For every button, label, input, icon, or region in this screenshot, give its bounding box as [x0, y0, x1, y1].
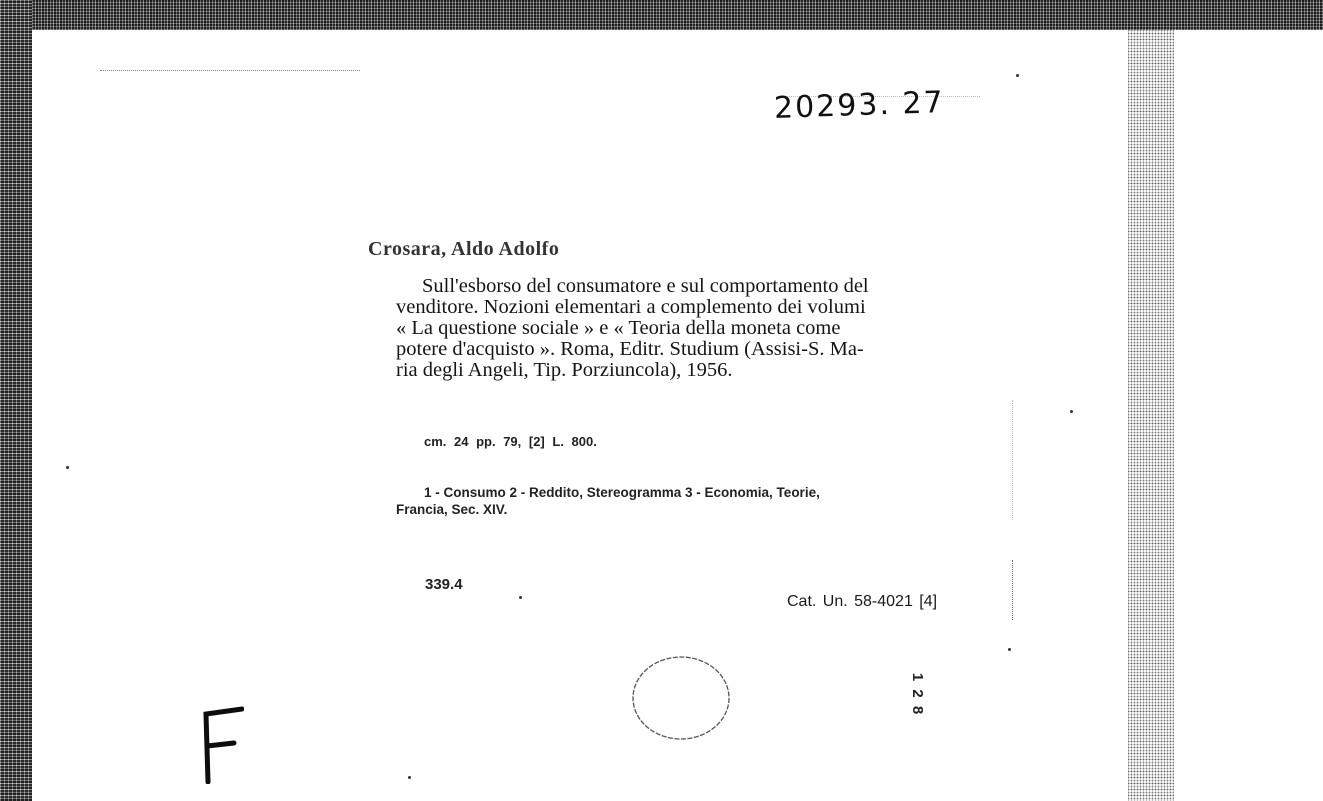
side-number: 1 2 8: [909, 672, 927, 717]
letter-f-mark: [198, 706, 244, 784]
catalog-reference: Cat. Un. 58-4021 [4]: [787, 593, 938, 610]
scan-left-edge: [0, 0, 32, 801]
description-line: ria degli Angeli, Tip. Porziuncola), 1956.: [396, 359, 733, 381]
scan-speck: [1008, 648, 1011, 651]
subject-line: 1 - Consumo 2 - Reddito, Stereogramma 3 - Economia, Teorie,: [424, 485, 820, 500]
classification-number: 339.4: [425, 576, 463, 593]
title-description: [396, 276, 1000, 381]
author-heading: Crosara, Aldo Adolfo: [368, 238, 560, 260]
description-line-text: Sull'esborso del consumatore e sul comportamento del: [422, 275, 869, 297]
description-line: [396, 276, 1000, 297]
scan-right-margin: [1174, 30, 1323, 801]
scan-speck: [408, 776, 411, 779]
scan-speck: [1016, 74, 1019, 77]
handwritten-number: 20293. 27: [773, 85, 946, 126]
card-edge-mark: [1012, 560, 1014, 620]
subject-headings: [396, 484, 1002, 518]
scan-speck: [1070, 410, 1073, 413]
catalog-card: [34, 30, 1126, 801]
card-edge-mark: [1012, 400, 1014, 520]
faint-dotted-line: [100, 70, 360, 71]
punch-hole-icon: [631, 655, 731, 741]
subject-line: Francia, Sec. XIV.: [396, 502, 508, 517]
description-line: potere d'acquisto ». Roma, Editr. Studium (Assisi-S. Ma-: [396, 338, 864, 360]
collation-line: cm. 24 pp. 79, [2] L. 800.: [424, 434, 597, 449]
scan-speck: [519, 596, 522, 599]
description-line: venditore. Nozioni elementari a complemento dei volumi: [396, 296, 866, 318]
scan-top-edge: [0, 0, 1323, 30]
scan-right-edge: [1128, 30, 1174, 801]
scan-speck: [66, 466, 69, 469]
description-line: « La questione sociale » e « Teoria della moneta come: [396, 317, 841, 339]
